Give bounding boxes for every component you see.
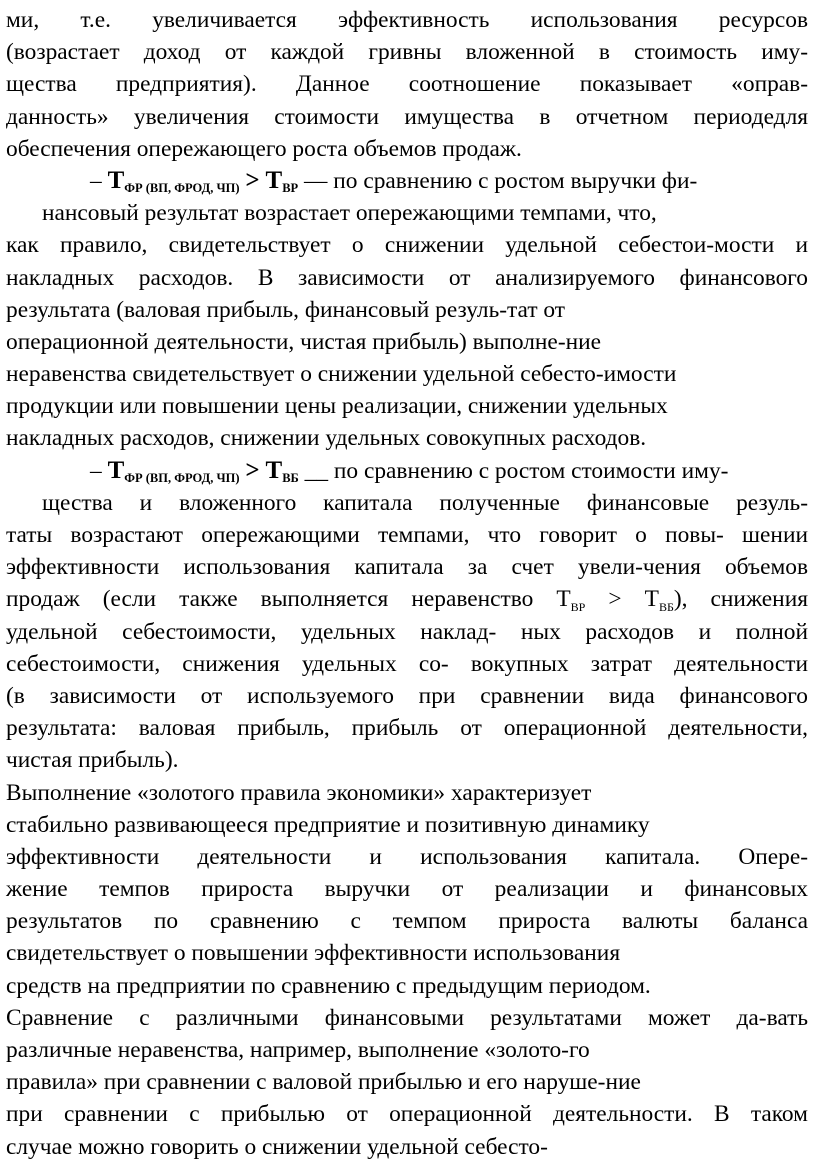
paragraph-line: результатов по сравнению с темпом прироста валюты баланса bbox=[6, 908, 808, 935]
formula-line bbox=[6, 165, 808, 197]
paragraph-line: чистая прибыль). bbox=[6, 747, 179, 774]
formula-text: — по сравнению с ростом выручки фи- bbox=[298, 167, 698, 194]
paragraph-line: как правило, свидетельствует о снижении удельной себестои-мости и bbox=[6, 232, 808, 259]
paragraph-line: Сравнение с различными финансовыми результатами может да-вать bbox=[6, 1004, 808, 1031]
paragraph-line: щества предприятия). Данное соотношение показывает «оправ- bbox=[6, 71, 808, 98]
paragraph-line: стабильно развивающееся предприятие и позитивную динамику bbox=[6, 811, 650, 838]
formula-symbol: Т bbox=[265, 166, 283, 194]
paragraph-line: таты возрастают опережающими темпами, что говорит о повы- шении bbox=[6, 522, 808, 548]
paragraph-line: (возрастает доход от каждой гривны вложенной в стоимость иму- bbox=[6, 39, 808, 66]
inline-subscript: ВР bbox=[570, 600, 586, 615]
formula-text: __ по сравнению с ростом стоимости иму- bbox=[298, 457, 729, 484]
paragraph-line: эффективности использования капитала за счет увели-чения объемов bbox=[6, 554, 808, 581]
paragraph-line: средств на предприятии по сравнению с предыдущим периодом. bbox=[6, 972, 651, 999]
inline-text: > Т bbox=[585, 586, 659, 613]
paragraph-line: правила» при сравнении с валовой прибылью и его наруше-ние bbox=[6, 1069, 641, 1096]
paragraph-line: ми, т.е. увеличивается эффективность использования ресурсов bbox=[6, 7, 808, 33]
paragraph-line: операционной деятельности, чистая прибыль) выполне-ние bbox=[6, 328, 602, 355]
paragraph-line: жение темпов прироста выручки от реализации и финансовых bbox=[6, 876, 808, 903]
paragraph-line: эффективности деятельности и использования капитала. Опере- bbox=[6, 843, 808, 870]
paragraph-line: различные неравенства, например, выполнение «золото-го bbox=[6, 1037, 590, 1063]
paragraph-line: свидетельствует о повышении эффективности использования bbox=[6, 940, 621, 967]
paragraph-line: нансовый результат возрастает опережающими темпами, что, bbox=[42, 200, 657, 227]
formula-symbol: Т bbox=[107, 456, 125, 484]
paragraph-line: себестоимости, снижения удельных со- вокупных затрат деятельности bbox=[6, 650, 808, 677]
formula-operator: > bbox=[245, 456, 260, 484]
paragraph-line: результата: валовая прибыль, прибыль от операционной деятельности, bbox=[6, 715, 808, 742]
paragraph-line: при сравнении с прибылью от операционной деятельности. В таком bbox=[6, 1101, 808, 1128]
formula-operator: > bbox=[245, 166, 260, 194]
formula-dash: – bbox=[90, 457, 102, 484]
formula-dash: – bbox=[90, 167, 102, 194]
paragraph-line: щества и вложенного капитала полученные финансовые резуль- bbox=[42, 489, 808, 516]
paragraph-line: Выполнение «золотого правила экономики» характеризует bbox=[6, 779, 592, 806]
formula-symbol: Т bbox=[265, 456, 283, 484]
paragraph-line: удельной себестоимости, удельных наклад- ных расходов и полной bbox=[6, 618, 808, 645]
formula-subscript: ВБ bbox=[282, 470, 299, 485]
paragraph-line: накладных расходов, снижении удельных совокупных расходов. bbox=[6, 425, 647, 452]
formula-subscript: ВР bbox=[282, 180, 299, 195]
formula-subscript: ФР (ВП, ФРОД, ЧП) bbox=[124, 180, 240, 195]
paragraph-line bbox=[6, 583, 808, 615]
inline-text: продаж (если также выполняется неравенство Т bbox=[6, 586, 571, 613]
paragraph-line: результата (валовая прибыль, финансовый резуль-тат от bbox=[6, 296, 565, 323]
inline-subscript: ВБ bbox=[658, 600, 674, 615]
formula-line bbox=[6, 455, 808, 487]
inline-text: ), снижения bbox=[673, 586, 808, 613]
paragraph-line: (в зависимости от используемого при сравнении вида финансового bbox=[6, 682, 808, 709]
formula-subscript: ФР (ВП, ФРОД, ЧП) bbox=[124, 470, 240, 485]
paragraph-line: неравенства свидетельствует о снижении удельной себесто-имости bbox=[6, 361, 677, 388]
paragraph-line: случае можно говорить о снижении удельной себесто- bbox=[6, 1133, 548, 1160]
paragraph-line: данность» увеличения стоимости имущества в отчетном периодедля bbox=[6, 103, 808, 130]
paragraph-line: обеспечения опережающего роста объемов продаж. bbox=[6, 135, 522, 162]
formula-symbol: Т bbox=[107, 166, 125, 194]
paragraph-line: продукции или повышении цены реализации, снижении удельных bbox=[6, 393, 668, 420]
paragraph-line: накладных расходов. В зависимости от анализируемого финансового bbox=[6, 264, 808, 291]
